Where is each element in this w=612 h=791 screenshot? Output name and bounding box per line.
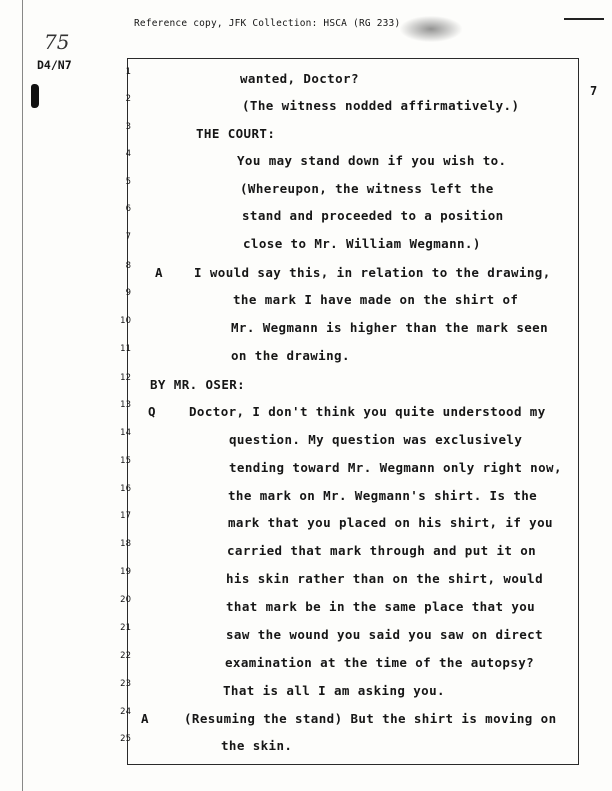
line-number: 12 <box>120 373 131 383</box>
frame-bottom-rule <box>127 764 579 765</box>
qa-marker: A <box>155 265 163 280</box>
transcript-line: question. My question was exclusively <box>229 432 523 447</box>
transcript-line: You may stand down if you wish to. <box>237 153 507 168</box>
line-number: 21 <box>120 623 131 633</box>
transcript-line: BY MR. OSER: <box>150 377 246 392</box>
transcript-line: his skin rather than on the shirt, would <box>226 571 544 586</box>
scan-smudge <box>400 16 462 42</box>
line-number: 14 <box>120 428 131 438</box>
transcript-line: the skin. <box>221 738 293 753</box>
line-number: 5 <box>125 177 131 187</box>
line-number: 8 <box>125 261 131 271</box>
line-number: 4 <box>125 149 131 159</box>
qa-marker: A <box>141 711 149 726</box>
line-number: 13 <box>120 400 131 410</box>
transcript-line: (Resuming the stand) But the shirt is moving on <box>184 711 557 726</box>
line-number: 20 <box>120 595 131 605</box>
transcript-line: THE COURT: <box>196 126 276 141</box>
transcript-line: Mr. Wegmann is higher than the mark seen <box>231 320 549 335</box>
transcript-line: close to Mr. William Wegmann.) <box>243 236 481 251</box>
reference-header: Reference copy, JFK Collection: HSCA (RG 233) <box>134 18 401 29</box>
line-number: 6 <box>125 204 131 214</box>
transcript-line: saw the wound you said you saw on direct <box>226 627 544 642</box>
transcript-line: the mark I have made on the shirt of <box>233 292 519 307</box>
transcript-line: mark that you placed on his shirt, if you <box>228 515 553 530</box>
transcript-line: on the drawing. <box>231 348 350 363</box>
transcript-line: (Whereupon, the witness left the <box>240 181 494 196</box>
left-margin-line <box>22 0 23 791</box>
page-code: D4/N7 <box>37 58 72 72</box>
page-number: 7 <box>590 84 598 98</box>
ink-blot <box>31 84 39 108</box>
line-number: 11 <box>120 344 131 354</box>
transcript-line: That is all I am asking you. <box>223 683 445 698</box>
line-number: 23 <box>120 679 131 689</box>
transcript-line: the mark on Mr. Wegmann's shirt. Is the <box>228 488 538 503</box>
line-number: 15 <box>120 456 131 466</box>
line-number: 10 <box>120 316 131 326</box>
transcript-line: examination at the time of the autopsy? <box>225 655 535 670</box>
line-number: 16 <box>120 484 131 494</box>
transcript-line: wanted, Doctor? <box>240 71 359 86</box>
transcript-line: Doctor, I don't think you quite understood my <box>189 404 546 419</box>
line-number: 22 <box>120 651 131 661</box>
handwritten-number: 75 <box>44 30 70 54</box>
transcript-line: I would say this, in relation to the drawing, <box>194 265 551 280</box>
line-number: 17 <box>120 511 131 521</box>
line-number: 1 <box>125 67 131 77</box>
line-number: 7 <box>125 232 131 242</box>
line-number: 25 <box>120 734 131 744</box>
transcript-line: carried that mark through and put it on <box>227 543 537 558</box>
transcript-line: that mark be in the same place that you <box>226 599 536 614</box>
line-number: 9 <box>125 288 131 298</box>
line-number: 2 <box>125 94 131 104</box>
line-number: 19 <box>120 567 131 577</box>
line-number: 24 <box>120 707 131 717</box>
transcript-line: stand and proceeded to a position <box>242 208 504 223</box>
line-number: 3 <box>125 122 131 132</box>
transcript-line: (The witness nodded affirmatively.) <box>242 98 520 113</box>
line-number: 18 <box>120 539 131 549</box>
qa-marker: Q <box>148 404 156 419</box>
top-right-mark <box>564 18 604 20</box>
transcript-line: tending toward Mr. Wegmann only right now, <box>229 460 562 475</box>
